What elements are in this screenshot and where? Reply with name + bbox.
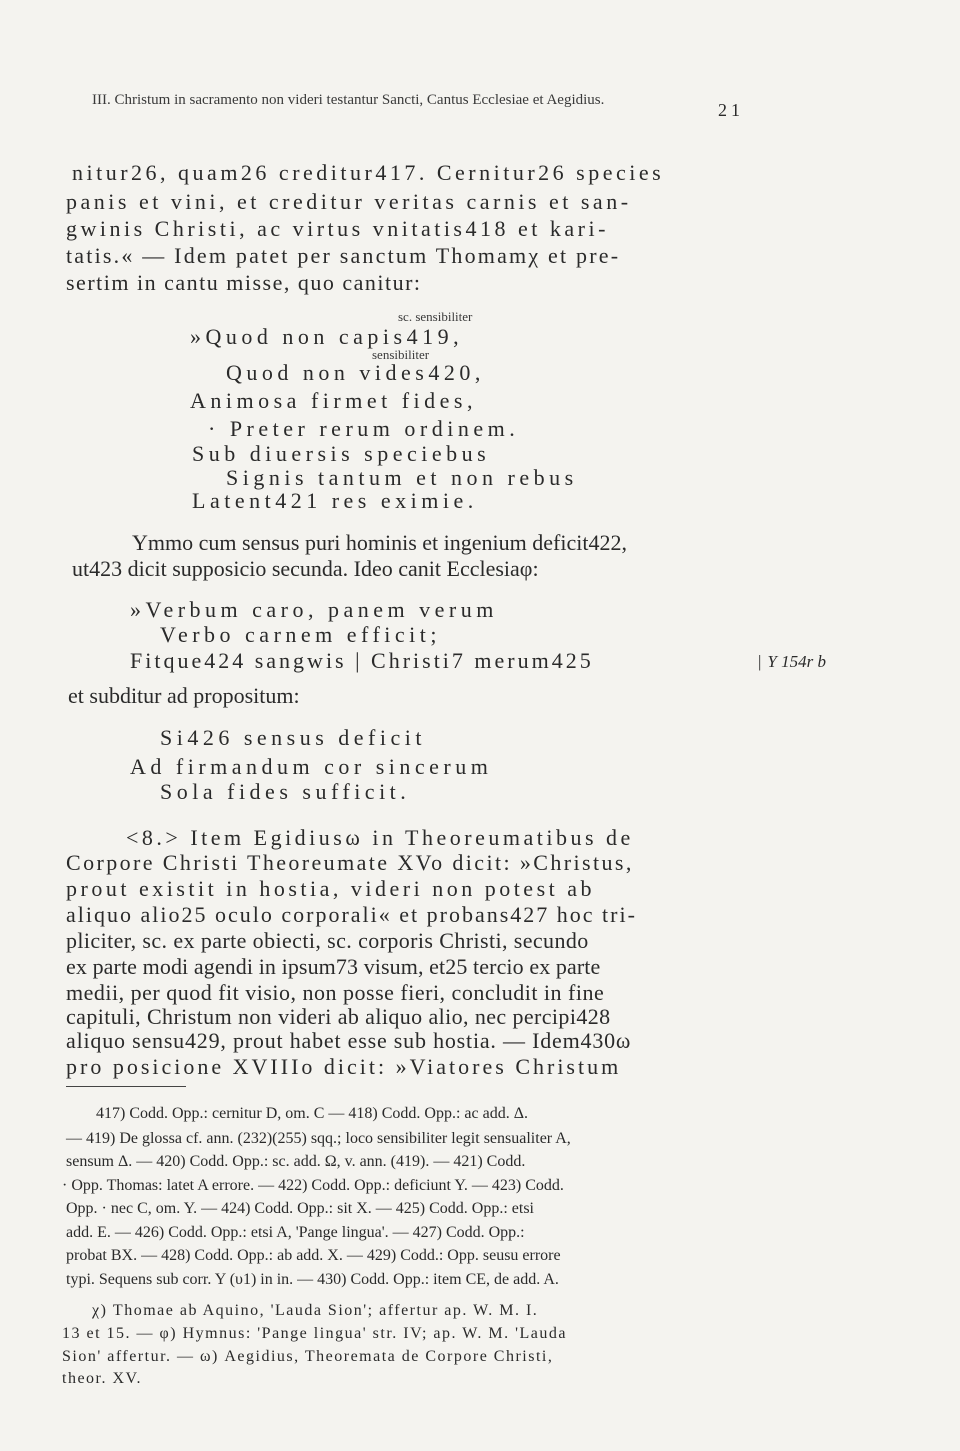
body-line-4: tatis.« — Idem patet per sanctum Thomamχ et pre- <box>66 243 621 268</box>
footnote-line: — 419) De glossa cf. ann. (232)(255) sqq.; loco sensibiliter legit sensualiter A, <box>66 1130 571 1147</box>
footnote-line: 417) Codd. Opp.: cernitur D, om. C — 418) Codd. Opp.: ac add. Δ. <box>96 1105 529 1122</box>
footnote-line: · Opp. Thomas: latet A errore. — 422) Codd. Opp.: deficiunt Y. — 423) Codd. <box>62 1177 564 1194</box>
hymn2-line-3: Fitque424 sangwis | Christi7 merum425 <box>130 648 594 673</box>
para3-line-3: prout existit in hostia, videri non potest ab <box>66 876 596 901</box>
hymn1-line-7: Latent421 res eximie. <box>192 488 478 513</box>
subditur-line: et subditur ad propositum: <box>68 683 300 708</box>
footnote-line: sensum Δ. — 420) Codd. Opp.: sc. add. Ω, v. ann. (419). — 421) Codd. <box>66 1153 526 1170</box>
para3-line-10: pro posicione XVIIIo dicit: »Viatores Christum <box>66 1054 622 1079</box>
para3-line-1: <8.> Item Egidiusω in Theoreumatibus de <box>126 825 634 850</box>
footnote-line: probat BX. — 428) Codd. Opp.: ab add. X. — 429) Codd.: Opp. seusu errore <box>66 1247 561 1264</box>
margin-note <box>758 652 826 672</box>
source-note-line: Sion' affertur. — ω) Aegidius, Theoremata de Corpore Christi, <box>62 1348 554 1365</box>
body-line-2: panis et vini, et creditur veritas carnis et san- <box>66 189 632 214</box>
hymn1-line-4: · Preter rerum ordinem. <box>208 416 520 441</box>
gloss-sensibiliter-1: sc. sensibiliter <box>398 309 473 324</box>
hymn2-line-2: Verbo carnem efficit; <box>160 622 442 647</box>
para2-line-1: Ymmo cum sensus puri hominis et ingenium deficit422, <box>132 530 627 555</box>
source-note-line: χ) Thomae ab Aquino, 'Lauda Sion'; affertur ap. W. M. I. <box>92 1302 539 1319</box>
hymn1-line-1: »Quod non capis419, <box>190 324 464 349</box>
para3-line-2: Corpore Christi Theoreumate XVo dicit: »Christus, <box>66 850 634 875</box>
para3-line-6: ex parte modi agendi in ipsum73 visum, et25 tercio ex parte <box>66 954 601 979</box>
gloss-sensibiliter-2: sensibiliter <box>372 347 430 362</box>
margin-bar: | <box>758 652 762 671</box>
running-head: III. Christum in sacramento non videri testantur Sancti, Cantus Ecclesiae et Aegidius. <box>92 92 605 108</box>
hymn1-line-6: Signis tantum et non rebus <box>226 465 578 490</box>
body-line-1: nitur26, quam26 creditur417. Cernitur26 species <box>72 160 665 185</box>
margin-note-text: Y 154r b <box>767 652 826 671</box>
para2-line-2: ut423 dicit supposicio secunda. Ideo canit Ecclesiaφ: <box>72 556 539 581</box>
para3-line-9: aliquo sensu429, prout habet esse sub hostia. — Idem430ω <box>66 1028 632 1053</box>
footnote-line: add. E. — 426) Codd. Opp.: etsi A, 'Pange lingua'. — 427) Codd. Opp.: <box>66 1224 525 1241</box>
hymn1-line-5: Sub diuersis speciebus <box>192 441 491 466</box>
para3-line-4: aliquo alio25 oculo corporali« et probans427 hoc tri- <box>66 902 637 927</box>
source-note-line: 13 et 15. — φ) Hymnus: 'Pange lingua' str. IV; ap. W. M. 'Lauda <box>62 1325 567 1342</box>
footnote-rule <box>66 1086 186 1087</box>
footnote-line: typi. Sequens sub corr. Y (υ1) in in. — 430) Codd. Opp.: item CE, de add. A. <box>66 1271 559 1288</box>
hymn3-line-3: Sola fides sufficit. <box>160 779 411 804</box>
body-line-5: sertim in cantu misse, quo canitur: <box>66 270 422 295</box>
body-line-3: gwinis Christi, ac virtus vnitatis418 et kari- <box>66 216 609 241</box>
footnote-line: Opp. · nec C, om. Y. — 424) Codd. Opp.: sit X. — 425) Codd. Opp.: etsi <box>66 1200 534 1217</box>
para3-line-7: medii, per quod fit visio, non posse fieri, concludit in fine <box>66 980 605 1005</box>
hymn3-line-1: Si426 sensus deficit <box>160 725 426 750</box>
page-number: 21 <box>718 100 744 120</box>
source-note-line: theor. XV. <box>62 1370 143 1387</box>
para3-line-5: pliciter, sc. ex parte obiecti, sc. corporis Christi, secundo <box>66 928 589 953</box>
hymn3-line-2: Ad firmandum cor sincerum <box>130 754 493 779</box>
hymn1-line-2: Quod non vides420, <box>226 360 485 385</box>
hymn1-line-3: Animosa firmet fides, <box>190 388 477 413</box>
hymn2-line-1: »Verbum caro, panem verum <box>130 597 498 622</box>
para3-line-8: capituli, Christum non videri ab aliquo alio, nec percipi428 <box>66 1004 611 1029</box>
